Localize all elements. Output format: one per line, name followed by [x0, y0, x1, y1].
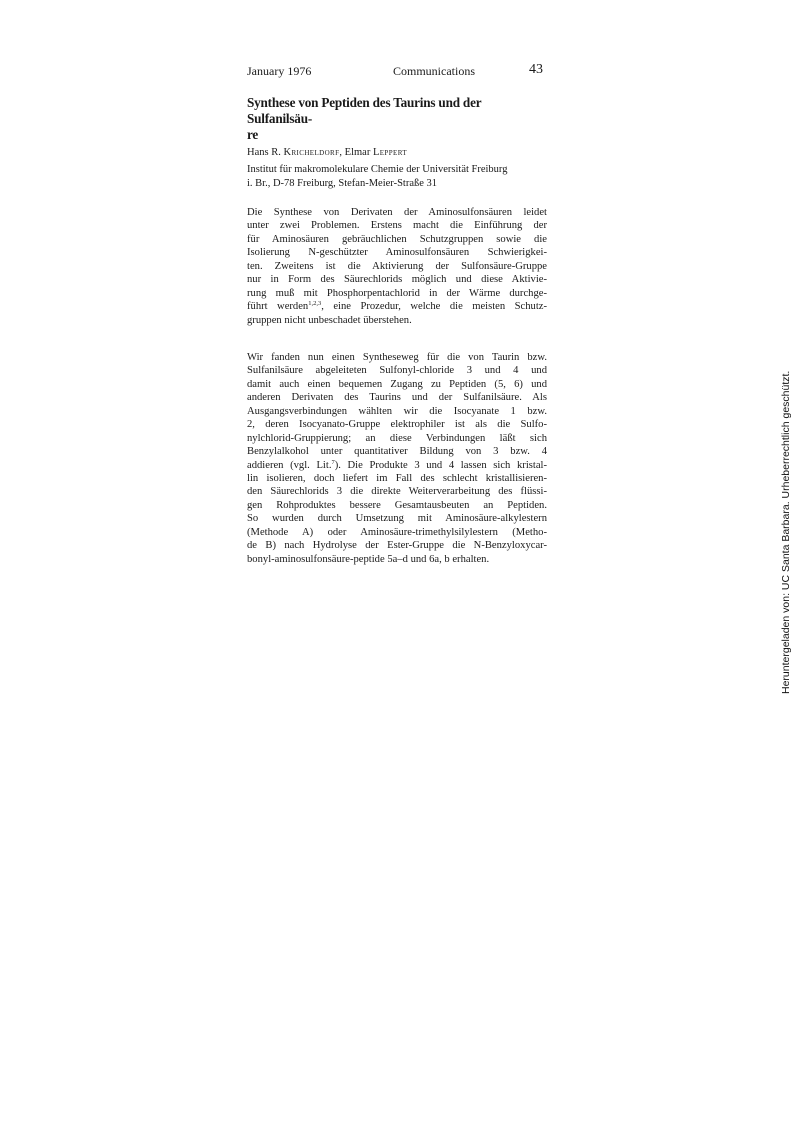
text-fragment: ). Die Produkte 3 und 4 lassen sich kristal- — [334, 459, 548, 471]
text-line: nylchlorid-Gruppierung; an diese Verbindungen läßt sich — [247, 432, 547, 444]
text-line: rung muß mit Phosphorpentachlorid in der Wärme durchge- — [247, 287, 547, 299]
title-line-1: Synthese von Peptiden des Taurins und der Sulfanilsäu- — [247, 95, 482, 126]
text-line: damit auch einen bequemen Zugang zu Peptiden (5, 6) und — [247, 378, 547, 390]
citation-superscript: 1,2,3 — [308, 300, 322, 308]
text-line: So wurden durch Umsetzung mit Aminosäure-alkylestern — [247, 513, 547, 525]
text-line: ten. Zweitens ist die Aktivierung der Sulfonsäure-Gruppe — [247, 260, 547, 272]
section-name: Communications — [393, 64, 475, 78]
text-line: gen Rohproduktes bessere Gesamtausbeuten an Peptiden. — [247, 499, 547, 511]
citation-superscript: 7 — [331, 458, 335, 466]
text-line — [247, 459, 547, 472]
text-fragment: addieren (vgl. Lit. — [247, 459, 332, 471]
text-line: Die Synthese von Derivaten der Aminosulfonsäuren leidet — [247, 207, 547, 218]
text-fragment: führt werden — [247, 301, 309, 313]
text-line: lin isolieren, doch liefert im Fall des schlecht kristallisieren- — [247, 472, 547, 484]
text-line: unter zwei Problemen. Erstens macht die Einführung der — [247, 220, 547, 232]
text-line: Ausgangsverbindungen wählten wir die Isocyanate 1 bzw. — [247, 405, 547, 417]
text-line: Isolierung N-geschützter Aminosulfonsäuren Schwierigkei- — [247, 247, 547, 259]
text-line — [247, 300, 547, 313]
title-line-2: re — [247, 127, 259, 142]
download-watermark: Heruntergeladen von: UC Santa Barbara. Urheberrechtlich geschützt. — [780, 370, 792, 694]
authors-prefix: Hans R. — [247, 147, 284, 158]
affiliation — [247, 163, 547, 190]
affiliation-line-1: Institut für makromolekulare Chemie der Universität Freiburg — [247, 164, 508, 175]
text-line: 2, deren Isocyanato-Gruppe elektrophiler ist als die Sulfo- — [247, 419, 547, 431]
issue-date: January 1976 — [247, 64, 312, 78]
text-line: gruppen nicht unbeschadet überstehen. — [247, 314, 412, 326]
authors-separator: , Elmar — [339, 147, 373, 158]
paragraph-2 — [247, 351, 547, 566]
text-line: anderen Derivaten des Taurins und der Sulfanilsäure. Als — [247, 392, 547, 404]
text-line: bonyl-aminosulfonsäure-peptide 5a–d und 6a, b erhalten. — [247, 553, 490, 565]
page-number: 43 — [529, 62, 543, 77]
paragraph-1 — [247, 206, 547, 327]
text-line: Wir fanden nun einen Syntheseweg für die von Taurin bzw. — [247, 352, 547, 363]
author-1-surname: Kricheldorf — [283, 147, 340, 158]
text-fragment: , eine Prozedur, welche die meisten Schutz- — [321, 301, 547, 313]
text-line: Sulfanilsäure abgeleiteten Sulfonyl-chloride 3 und 4 und — [247, 365, 547, 377]
text-line: den Säurechlorids 3 die direkte Weiterverarbeitung des flüssi- — [247, 486, 547, 498]
affiliation-line-2: i. Br., D-78 Freiburg, Stefan-Meier-Straße 31 — [247, 177, 438, 189]
author-2-surname: Leppert — [372, 147, 408, 158]
text-line: für Aminosäuren gebräuchlichen Schutzgruppen sowie die — [247, 233, 547, 245]
page-header — [247, 62, 545, 80]
article-title — [247, 95, 547, 143]
authors — [247, 147, 547, 158]
text-line: (Methode A) oder Aminosäure-trimethylsilylestern (Metho- — [247, 526, 547, 538]
text-line: nur in Form des Säurechlorids möglich und diese Aktivie- — [247, 274, 547, 286]
text-line: de B) nach Hydrolyse der Ester-Gruppe die N-Benzyloxycar- — [247, 540, 547, 552]
text-line: Benzylalkohol unter quantitativer Bildung von 3 bzw. 4 — [247, 446, 547, 458]
